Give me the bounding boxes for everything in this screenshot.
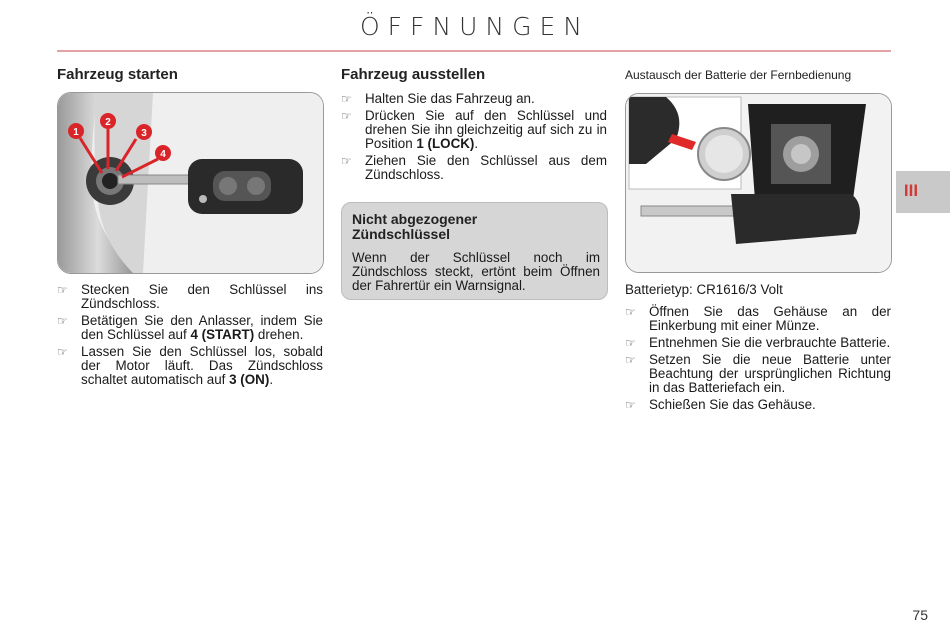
list-item: ☞ Betätigen Sie den Anlasser, indem Sie den Schlüssel auf 4 (START) drehen.: [57, 313, 323, 342]
pointing-hand-icon: ☞: [341, 92, 352, 106]
battery-type: Batterietyp: CR1616/3 Volt: [625, 282, 783, 297]
key-blade-2: [641, 206, 736, 216]
list-item: ☞ Öffnen Sie das Gehäuse an der Einkerbung mit einer Münze.: [625, 304, 891, 333]
pointing-hand-icon: ☞: [625, 353, 636, 367]
list-item: ☞ Setzen Sie die neue Batterie unter Beachtung der ursprünglichen Richtung in das Batteriefach ein.: [625, 352, 891, 395]
pointing-hand-icon: ☞: [57, 283, 68, 297]
ignition-key-svg: [58, 93, 323, 273]
list-item: ☞ Schießen Sie das Gehäuse.: [625, 397, 816, 412]
battery-svg: [626, 94, 891, 272]
pointing-hand-icon: ☞: [341, 154, 352, 168]
section-heading-stop: Fahrzeug ausstellen: [341, 66, 486, 83]
chapter-tab-label: III: [903, 181, 919, 200]
pointing-hand-icon: ☞: [57, 314, 68, 328]
page-title: ÖFFNUNGEN: [359, 12, 590, 41]
battery-steps-list: [625, 305, 891, 415]
marker-1: 1: [73, 127, 79, 138]
warning-note-box: [341, 202, 608, 300]
pointing-hand-icon: ☞: [625, 305, 636, 319]
marker-4: 4: [160, 149, 166, 160]
marker-2: 2: [105, 117, 111, 128]
note-title: Nicht abgezogener Zündschlüssel: [352, 211, 478, 242]
start-steps-list: [57, 283, 323, 390]
section-heading-battery: Austausch der Batterie der Fernbedienung: [625, 68, 852, 82]
title-rule: [57, 50, 891, 52]
battery-replacement-illustration: [625, 93, 892, 273]
pointing-hand-icon: ☞: [57, 345, 68, 359]
list-item: ☞ Entnehmen Sie die verbrauchte Batterie.: [625, 335, 891, 350]
pointing-hand-icon: ☞: [625, 398, 636, 412]
list-item: ☞ Halten Sie das Fahrzeug an.: [341, 91, 535, 106]
list-item: ☞ Lassen Sie den Schlüssel los, sobald der Motor läuft. Das Zündschloss schaltet automatisch auf 3 (ON).: [57, 344, 323, 387]
ignition-key-illustration: [57, 92, 324, 274]
section-heading-start: Fahrzeug starten: [57, 66, 178, 83]
list-item: ☞ Ziehen Sie den Schlüssel aus dem Zündschloss.: [341, 153, 607, 182]
stop-steps-list: [341, 92, 607, 185]
list-item: ☞ Stecken Sie den Schlüssel ins Zündschloss.: [57, 282, 323, 311]
marker-3: 3: [141, 128, 147, 139]
chapter-tab: [896, 171, 950, 213]
pointing-hand-icon: ☞: [625, 336, 636, 350]
note-body: Wenn der Schlüssel noch im Zündschloss steckt, ertönt beim Öffnen der Fahrertür ein Warnsignal.: [352, 250, 600, 293]
page-number: 75: [912, 607, 928, 623]
key-blade: [118, 175, 193, 184]
list-item: ☞ Drücken Sie auf den Schlüssel und drehen Sie ihn gleichzeitig auf sich zu in Position 1 (LOCK).: [341, 108, 607, 151]
pointing-hand-icon: ☞: [341, 109, 352, 123]
